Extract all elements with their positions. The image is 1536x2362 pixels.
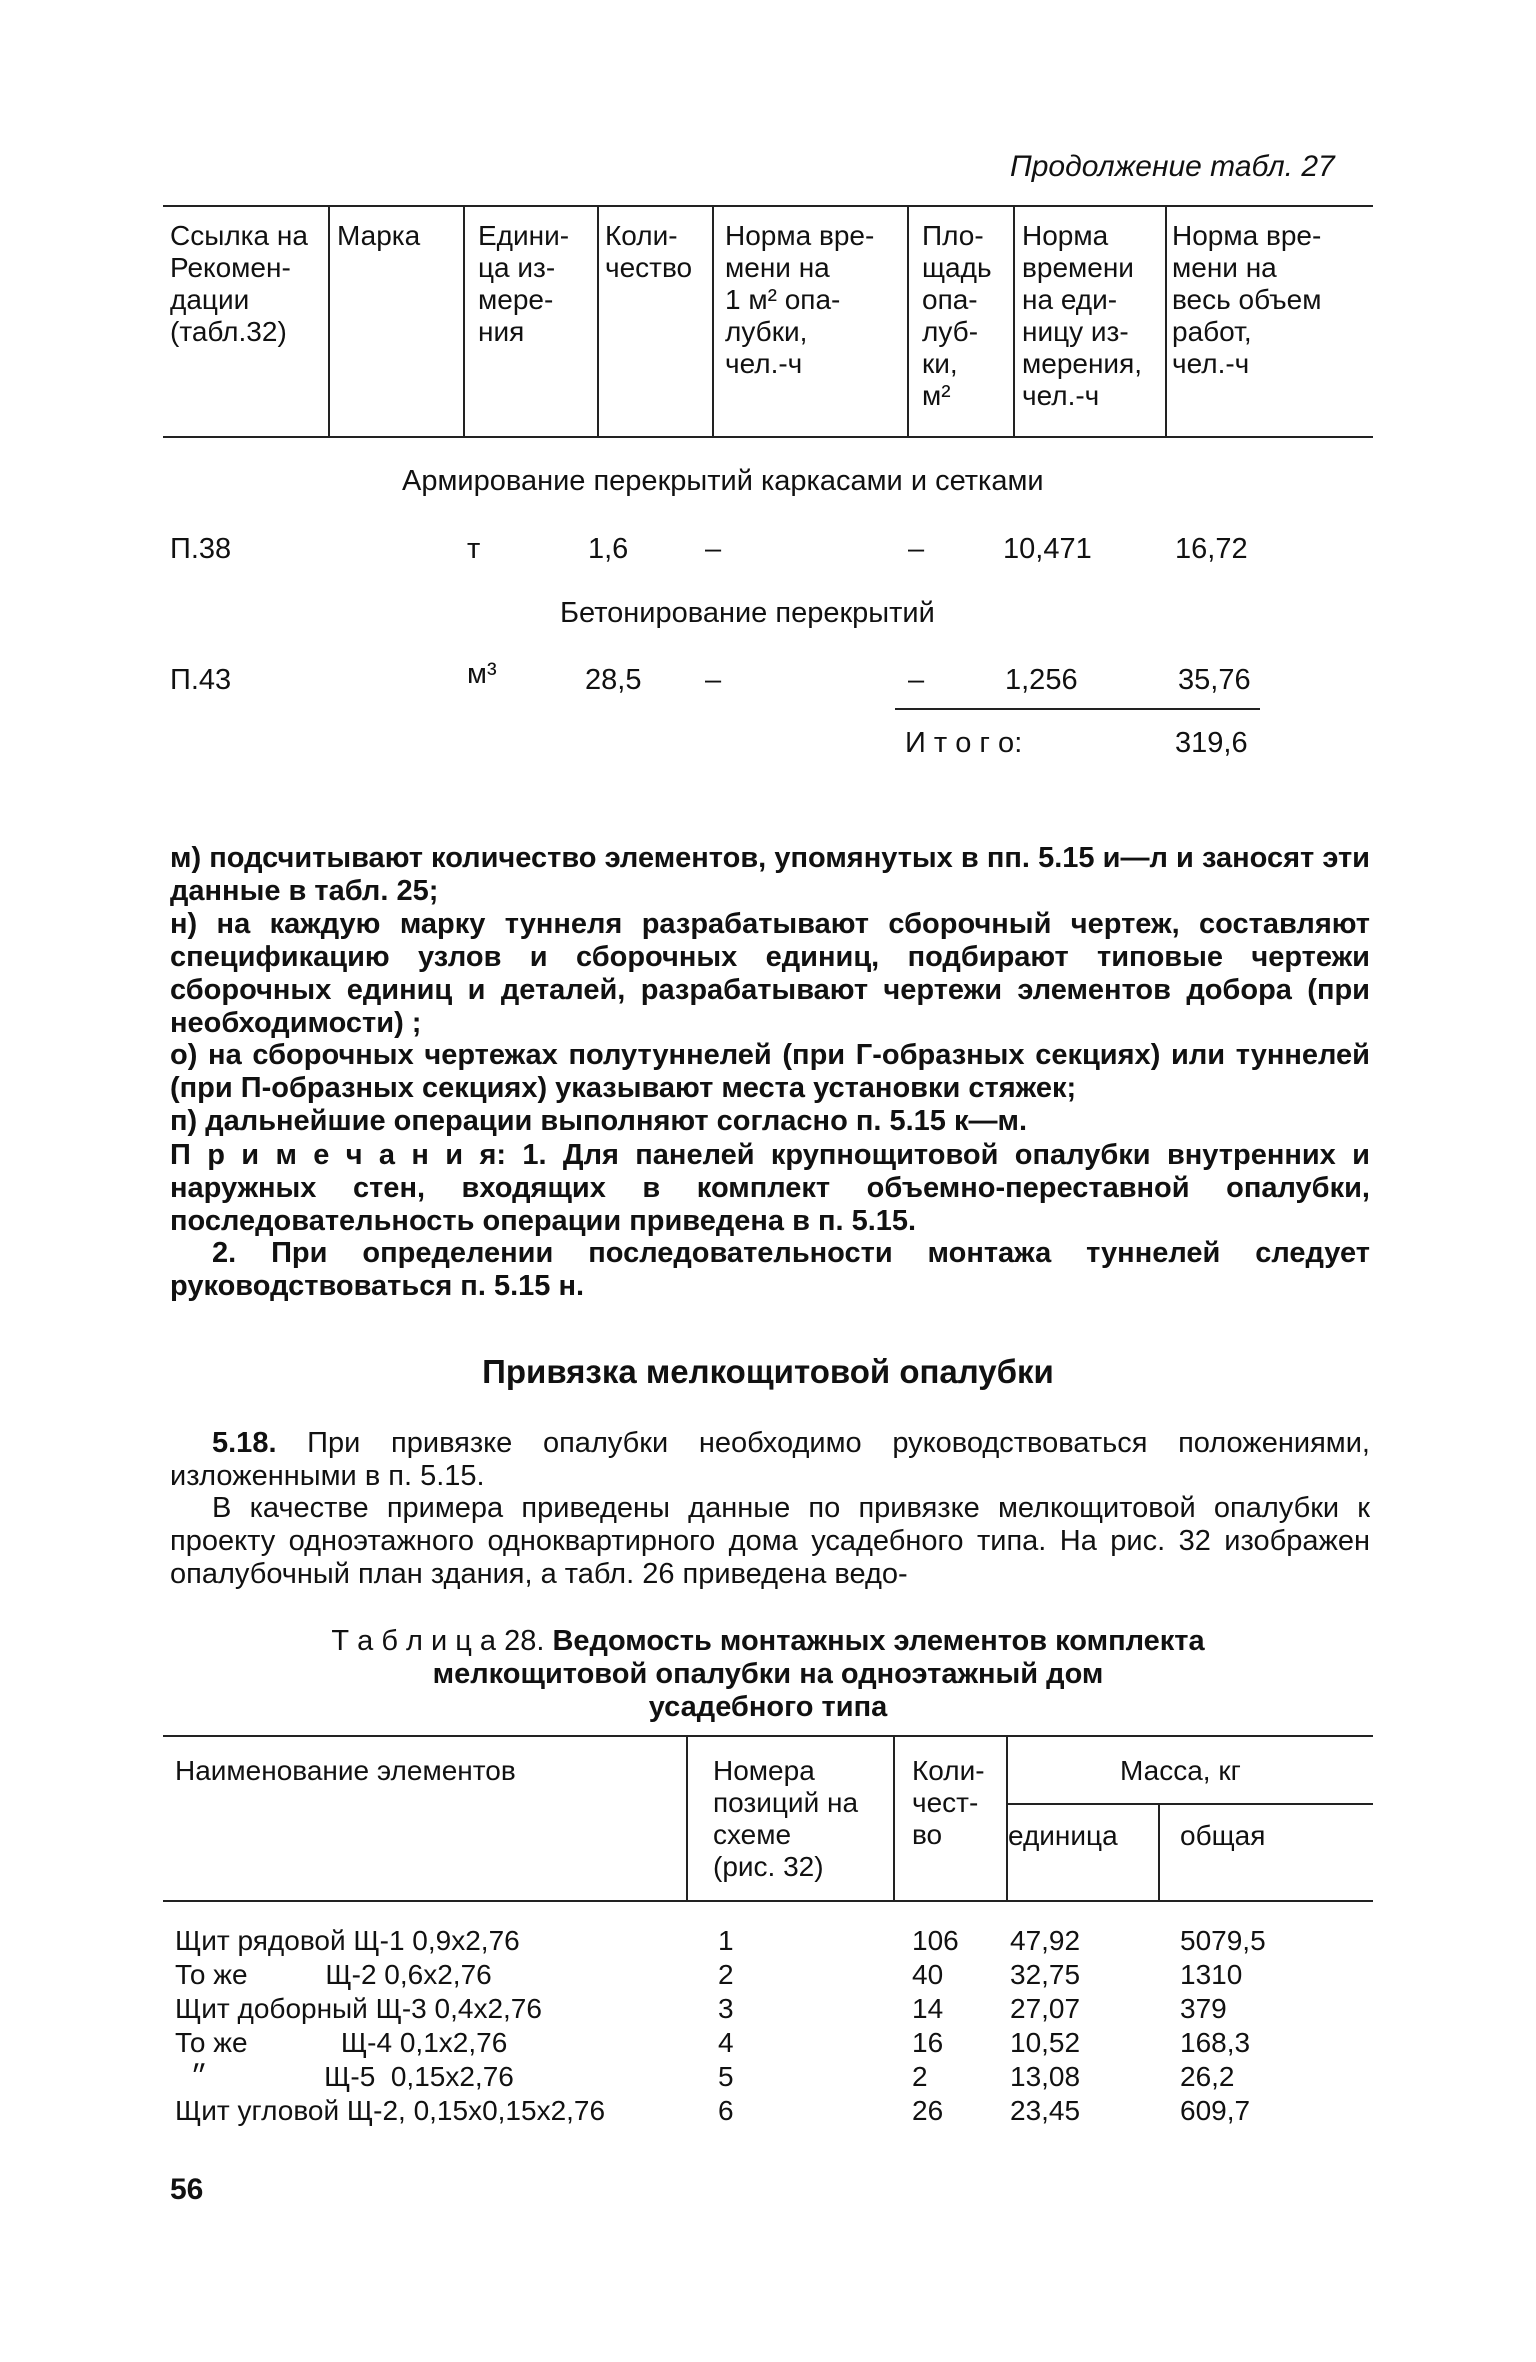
total-label: И т о г о: — [905, 727, 1023, 759]
row-norm-per-m2: – — [705, 664, 722, 696]
cell-name: Щит угловой Щ-2, 0,15х0,15х2,76 — [175, 2095, 606, 2126]
cell-mass-total: 1310 — [1180, 1959, 1243, 1990]
caption-label: Т а б л и ц а 28. — [331, 1625, 545, 1657]
cell-name: Щит рядовой Щ-1 0,9х2,76 — [175, 1925, 520, 1956]
column-divider — [463, 205, 465, 436]
caption-line: усадебного типа — [648, 1691, 888, 1723]
column-divider — [907, 205, 909, 436]
header-norm-per-m2: Норма вре- мени на 1 м² опа- лубки, чел.-ч — [725, 220, 875, 379]
column-divider — [1158, 1803, 1160, 1900]
header-mass: Масса, кг — [1120, 1755, 1241, 1786]
cell-position: 5 — [718, 2061, 734, 2092]
cell-mass-total: 609,7 — [1180, 2095, 1251, 2126]
row-norm-per-m2: – — [705, 533, 722, 565]
cell-position: 4 — [718, 2027, 734, 2058]
cell-quantity: 14 — [912, 1993, 944, 2024]
cell-name: ״ Щ-5 0,15х2,76 — [175, 2061, 514, 2092]
row-quantity: 1,6 — [588, 533, 629, 565]
cell-position: 1 — [718, 1925, 734, 1956]
header-element-name: Наименование элементов — [175, 1755, 516, 1786]
header-mark: Марка — [337, 220, 421, 251]
note-label: П р и м е ч а н и я: — [170, 1139, 507, 1171]
row-unit: т — [467, 533, 481, 565]
cell-mass-total: 5079,5 — [1180, 1925, 1266, 1956]
table-28-caption — [0, 1625, 1536, 1724]
note-1-text: 1. Для панелей крупнощитовой опалубки внутренних и наружных стен, входящих в комплект объемно-переставной опалубки, последовательность операции приведена в п. 5.15. — [170, 1139, 1370, 1237]
header-norm-per-unit: Норма времени на еди- ницу из- мерения, чел.-ч — [1022, 220, 1143, 411]
row-norm-per-unit: 10,471 — [1003, 533, 1092, 565]
cell-mass-unit: 27,07 — [1010, 1993, 1081, 2024]
paragraph-o: о) на сборочных чертежах полутуннелей (при Г-образных секциях) или туннелей (при П-образных секциях) указывают места установки стяжек; — [170, 1039, 1370, 1104]
paragraph-n: н) на каждую марку туннеля разрабатывают сборочный чертеж, составляют спецификацию узлов и сборочных единиц, подбирают типовые чертежи сборочных единиц и деталей, разрабатывают чертежи элементов добора (при необходимости) ; — [170, 908, 1370, 1039]
row-norm-total: 16,72 — [1175, 533, 1248, 565]
cell-mass-total: 379 — [1180, 1993, 1227, 2024]
total-value: 319,6 — [1175, 727, 1248, 759]
section-title: Армирование перекрытий каркасами и сетками — [402, 465, 1044, 497]
row-norm-total: 35,76 — [1178, 664, 1251, 696]
paragraph-example: В качестве примера приведены данные по привязке мелкощитовой опалубки к проекту одноэтажного одноквартирного дома усадебного типа. На рис. 32 изображен опалубочный план здания, а табл. 26 приведена ведо- — [170, 1492, 1370, 1590]
cell-quantity: 40 — [912, 1959, 944, 1990]
row-reference: П.38 — [170, 533, 232, 565]
cell-name: То же Щ-2 0,6х2,76 — [175, 1959, 492, 1990]
paragraph-number: 5.18. — [212, 1427, 277, 1459]
paragraph-m: м) подсчитывают количество элементов, упомянутых в пп. 5.15 и—л и заносят эти данные в табл. 25; — [170, 842, 1370, 907]
header-quantity: Коли- чество — [605, 220, 693, 283]
paragraph-p: п) дальнейшие операции выполняют согласно п. 5.15 к—м. — [170, 1105, 1028, 1137]
cell-mass-unit: 23,45 — [1010, 2095, 1081, 2126]
row-area: – — [908, 533, 925, 565]
header-position-numbers: Номера позиций на схеме (рис. 32) — [713, 1755, 859, 1882]
row-norm-per-unit: 1,256 — [1005, 664, 1078, 696]
cell-position: 6 — [718, 2095, 734, 2126]
table-top-rule — [163, 1735, 1373, 1737]
header-norm-total: Норма вре- мени на весь объем работ, чел.-ч — [1172, 220, 1322, 379]
mass-subheader-rule — [1006, 1803, 1373, 1805]
table-top-rule — [163, 205, 1373, 207]
caption-line: мелкощитовой опалубки на одноэтажный дом — [432, 1658, 1104, 1690]
header-unit: Едини- ца из- мере- ния — [478, 220, 570, 347]
column-divider — [1006, 1735, 1008, 1900]
cell-mass-unit: 47,92 — [1010, 1925, 1081, 1956]
row-reference: П.43 — [170, 664, 232, 696]
column-divider — [1013, 205, 1015, 436]
caption-line: Ведомость монтажных элементов комплекта — [544, 1625, 1205, 1657]
table-continuation-label: Продолжение табл. 27 — [1010, 150, 1335, 183]
column-divider — [893, 1735, 895, 1900]
header-mass-unit: единица — [1008, 1820, 1118, 1851]
paragraph-5-18 — [170, 1427, 1370, 1493]
row-unit: м³ — [467, 658, 497, 690]
section-title: Бетонирование перекрытий — [560, 597, 935, 629]
paragraph-5-18-text: При привязке опалубки необходимо руководствоваться положениями, изложенными в п. 5.15. — [170, 1427, 1370, 1492]
column-divider — [712, 205, 714, 436]
total-rule — [895, 708, 1260, 710]
cell-quantity: 16 — [912, 2027, 944, 2058]
cell-mass-unit: 32,75 — [1010, 1959, 1081, 1990]
header-quantity: Коли- чест- во — [912, 1755, 985, 1850]
cell-quantity: 2 — [912, 2061, 928, 2092]
cell-quantity: 106 — [912, 1925, 959, 1956]
page-number: 56 — [170, 2173, 204, 2206]
cell-name: То же Щ-4 0,1х2,76 — [175, 2027, 508, 2058]
note-1 — [170, 1139, 1370, 1238]
table-header-rule — [163, 1900, 1373, 1902]
column-divider — [328, 205, 330, 436]
note-2: 2. При определении последовательности монтажа туннелей следует руководствоваться п. 5.15 н. — [170, 1237, 1370, 1302]
section-heading: Привязка мелкощитовой опалубки — [482, 1353, 1054, 1390]
header-formwork-area: Пло- щадь опа- луб- ки, м² — [922, 220, 992, 411]
row-quantity: 28,5 — [585, 664, 642, 696]
cell-mass-unit: 10,52 — [1010, 2027, 1081, 2058]
column-divider — [686, 1735, 688, 1900]
table-header-rule — [163, 436, 1373, 438]
cell-mass-unit: 13,08 — [1010, 2061, 1081, 2092]
column-divider — [1165, 205, 1167, 436]
header-reference: Ссылка на Рекомен- дации (табл.32) — [170, 220, 308, 347]
cell-position: 3 — [718, 1993, 734, 2024]
cell-mass-total: 168,3 — [1180, 2027, 1251, 2058]
cell-position: 2 — [718, 1959, 734, 1990]
cell-mass-total: 26,2 — [1180, 2061, 1235, 2092]
row-area: – — [908, 664, 925, 696]
header-mass-total: общая — [1180, 1820, 1266, 1851]
column-divider — [597, 205, 599, 436]
cell-name: Щит доборный Щ-3 0,4х2,76 — [175, 1993, 542, 2024]
cell-quantity: 26 — [912, 2095, 944, 2126]
